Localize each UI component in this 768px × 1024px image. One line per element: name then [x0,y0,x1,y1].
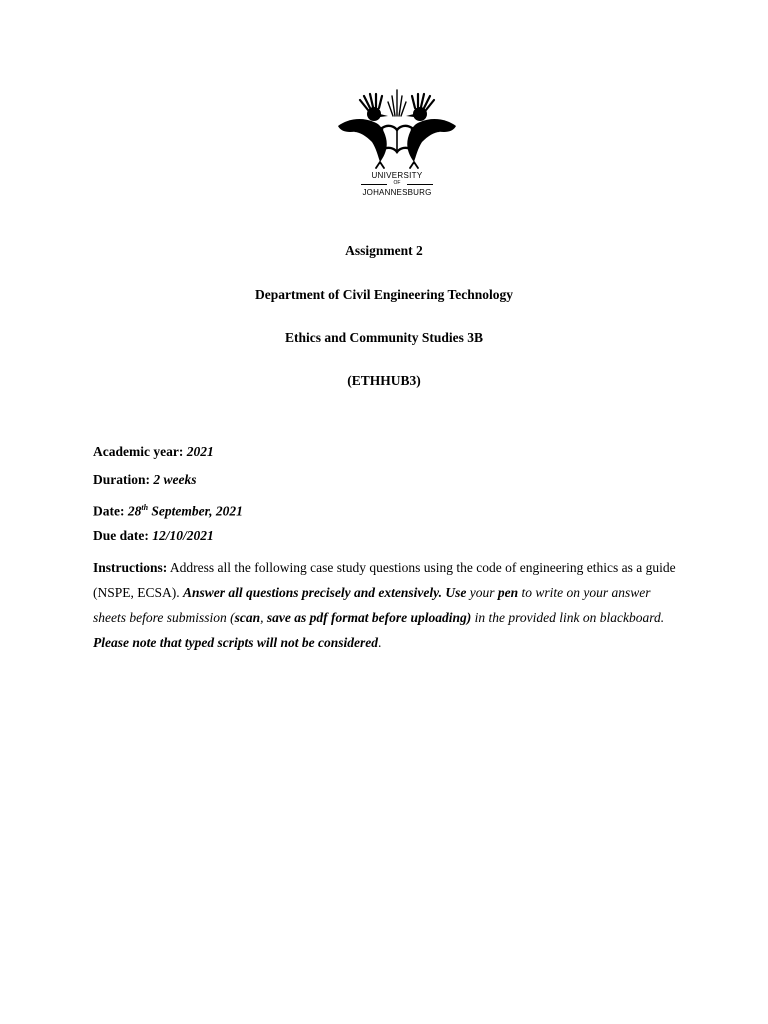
logo-text-university: UNIVERSITY [371,171,423,180]
assignment-title: Assignment 2 [345,243,423,258]
instructions-text-7: scan [234,610,261,625]
date-day: 28 [127,503,142,519]
due-date-field [93,528,214,544]
instructions-text-8: , [260,610,267,625]
instructions-text-4: your [466,585,498,600]
instructions-text-1: Address all the following case study questions using the code of engineering ethics as a guide (NSPE, ECSA). [93,560,676,600]
instructions-text-2: Answer all questions precisely and extensively. [183,585,443,600]
crest-birds-icon [330,86,464,170]
course-code: (ETHHUB3) [347,373,421,388]
instructions-text-6: to write on your answer sheets before submission ( [93,585,651,625]
logo-divider [361,181,433,188]
duration-field [93,472,197,488]
instructions-paragraph [93,555,683,655]
date-suffix: th [141,503,149,512]
logo-text-johannesburg: JOHANNESBURG [362,188,432,197]
department-title: Department of Civil Engineering Technology [254,287,513,302]
academic-year-value: 2021 [186,444,214,459]
date-field [93,500,243,520]
logo-text-of: OF [393,180,401,186]
due-date-value: 12/10/2021 [152,528,214,543]
academic-year-field [93,444,214,460]
university-logo [330,86,464,206]
instructions-text-12: . [377,635,382,650]
duration-value: 2 weeks [153,472,197,487]
date-label: Date: [93,503,125,519]
instructions-text-9: save as pdf format before uploading) [266,610,472,625]
duration-label: Duration: [93,472,150,487]
course-title: Ethics and Community Studies 3B [284,330,484,345]
instructions-text-11: Please note that typed scripts will not be considered [93,635,378,650]
date-rest: September, 2021 [151,503,243,519]
due-date-label: Due date: [93,528,149,543]
academic-year-label: Academic year: [93,444,184,459]
instructions-text-10: in the provided link on blackboard. [471,610,665,625]
instructions-text-3: Use [442,585,467,600]
instructions-label: Instructions: [93,560,168,575]
instructions-text-5: pen [497,585,519,600]
